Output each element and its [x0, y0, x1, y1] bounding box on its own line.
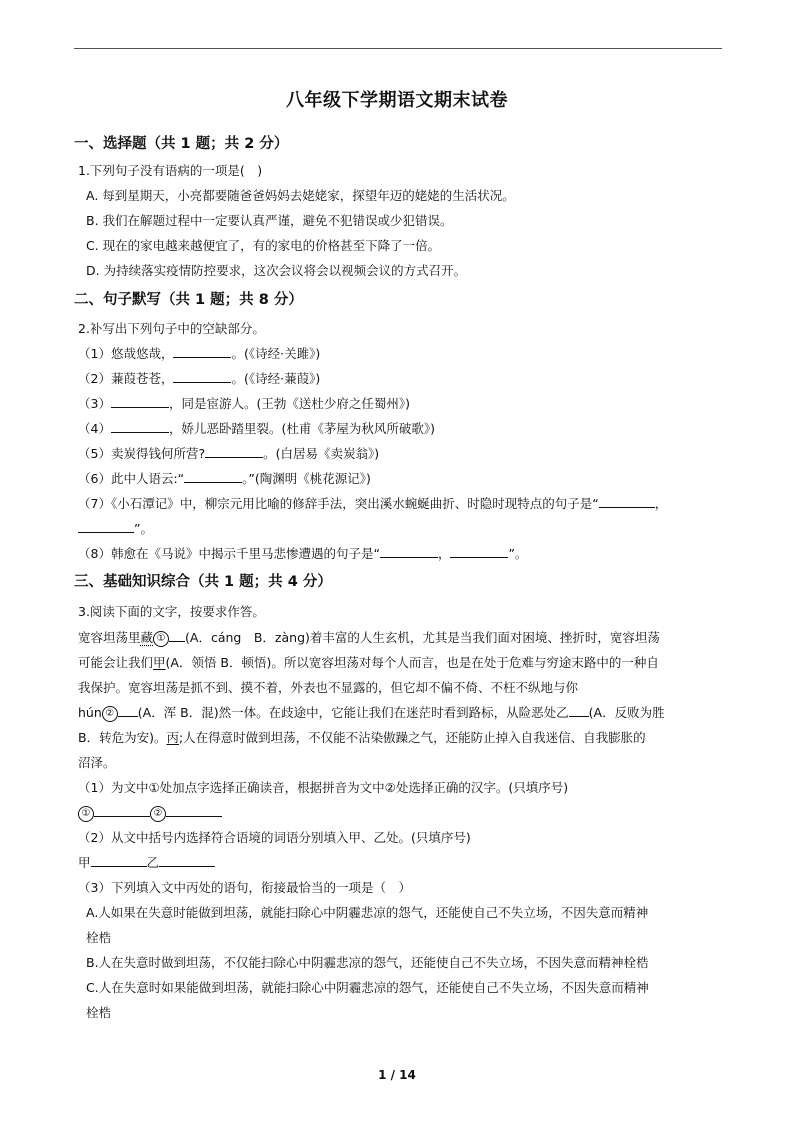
q2-item-1-post: 。(《诗经·关雎》) — [231, 346, 321, 361]
dotted-char-cang: 藏 — [140, 630, 154, 645]
answer-blank[interactable] — [184, 470, 242, 483]
q2-item-8-end: ”。 — [508, 546, 528, 561]
answer-blank[interactable] — [166, 804, 222, 817]
answer-blank[interactable] — [159, 854, 215, 867]
q2-item-3-post: ，同是宦游人。(王勃《送杜少府之任蜀州》) — [168, 396, 410, 411]
answer-blank[interactable] — [205, 445, 263, 458]
q2-item-8 — [78, 545, 527, 563]
page-title: 八年级下学期语文期末试卷 — [286, 90, 508, 111]
answer-blank[interactable] — [111, 395, 169, 408]
q2-stem: 2.补写出下列句子中的空缺部分。 — [78, 321, 265, 336]
q2-item-7-line1 — [78, 495, 667, 513]
answer-blank[interactable] — [94, 804, 150, 817]
answer-blank[interactable] — [173, 345, 231, 358]
q1-option-b: B. 我们在解题过程中一定要认真严谨，避免不犯错误或少犯错误。 — [86, 213, 453, 228]
answer-blank[interactable] — [599, 495, 655, 508]
passage-text: B．转危为安)。 — [78, 730, 167, 745]
underlined-bing: 丙 — [166, 730, 179, 745]
q2-item-4-pre: （4） — [78, 421, 111, 436]
answer-blank[interactable] — [78, 520, 134, 533]
q2-item-7-line2 — [78, 520, 153, 538]
q2-item-5-pre: （5）卖炭得钱何所营? — [78, 446, 206, 461]
q3-sub-1-answer — [78, 804, 222, 822]
q1-option-c: C. 现在的家电越来越便宜了，有的家电的价格甚至下降了一倍。 — [86, 238, 441, 253]
answer-blank[interactable] — [380, 545, 438, 558]
passage-line-5 — [78, 729, 646, 747]
q2-item-7-text: （7）《小石潭记》中，柳宗元用比喻的修辞手法，突出溪水蜿蜒曲折、时隐时现特点的句子是“ — [78, 496, 599, 511]
passage-line-3: 我保护。宽容坦荡是抓不到、摸不着，外表也不显露的，但它却不偏不倚、不枉不纵地与你 — [78, 680, 579, 695]
q2-item-8-pre: （8）韩愈在《马说》中揭示千里马悲惨遭遇的句子是“ — [78, 546, 380, 561]
passage-line-2 — [78, 654, 659, 672]
q2-item-4-post: ，娇儿恶卧踏里裂。(杜甫《茅屋为秋风所破歌》) — [168, 421, 435, 436]
answer-blank[interactable] — [118, 704, 138, 717]
q1-option-a: A. 每到星期天，小亮都要随爸爸妈妈去姥姥家，探望年迈的姥姥的生活状况。 — [86, 188, 515, 203]
header-rule — [74, 48, 722, 49]
q3-option-a-line2: 栓梏 — [86, 930, 112, 945]
q3-option-c-line2: 栓梏 — [86, 1005, 112, 1020]
page-number: 1 / 14 — [378, 1068, 416, 1082]
passage-text: (A．领悟 B．顿悟)。所以宽容坦荡对每个人而言，也是在处于危难与穷途末路中的一种自 — [165, 655, 659, 670]
section-heading-dictation: 二、句子默写（共 1 题；共 8 分） — [74, 292, 303, 308]
answer-blank[interactable] — [173, 370, 231, 383]
answer-blank[interactable] — [169, 629, 185, 642]
section-heading-choice: 一、选择题（共 1 题；共 2 分） — [74, 136, 289, 152]
q2-item-1-pre: （1）悠哉悠哉， — [78, 346, 174, 361]
q3-sub-3: （3）下列填入文中丙处的语句，衔接最恰当的一项是（ ） — [78, 880, 411, 895]
q3-sub-2: （2）从文中括号内选择符合语境的词语分别填入甲、乙处。(只填序号) — [78, 830, 471, 845]
q2-item-5-post: 。(白居易《卖炭翁》) — [263, 446, 380, 461]
passage-line-6: 沼泽。 — [78, 755, 116, 770]
label-yi: 乙 — [146, 855, 160, 870]
q2-item-4 — [78, 420, 435, 438]
q2-item-2-post: 。(《诗经·蒹葭》) — [231, 371, 321, 386]
q3-sub-1: （1）为文中①处加点字选择正确读音，根据拼音为文中②处选择正确的汉字。(只填序号) — [78, 780, 569, 795]
q2-item-8-comma: ， — [437, 546, 451, 561]
passage-line-1 — [78, 629, 660, 647]
q2-item-6-post: 。”(陶渊明《桃花源记》) — [242, 471, 371, 486]
circled-number-2: ② — [150, 806, 166, 822]
label-jia: 甲 — [78, 855, 91, 870]
answer-blank[interactable] — [111, 420, 169, 433]
q2-item-3 — [78, 395, 410, 413]
q3-sub-2-answer — [78, 854, 215, 872]
q2-item-6 — [78, 470, 371, 488]
passage-text: (A．浑 B．混)然一体。在歧途中，它能让我们在迷茫时看到路标，从险恶处乙 — [137, 705, 569, 720]
circled-number-2: ② — [102, 706, 118, 722]
q2-item-1 — [78, 345, 320, 363]
q3-option-b: B.人在失意时做到坦荡，不仅能扫除心中阴霾悲凉的怨气，还能使自己不失立场，不因失意而精神栓梏 — [86, 955, 649, 970]
section-heading-basic-knowledge: 三、基础知识综合（共 1 题；共 4 分） — [74, 574, 332, 590]
passage-text: 宽容坦荡里 — [78, 630, 141, 645]
q2-item-6-pre: （6）此中人语云:“ — [78, 471, 185, 486]
q2-item-3-pre: （3） — [78, 396, 111, 411]
pinyin-hun: hún — [78, 705, 102, 720]
passage-text: (A．反败为胜 — [588, 705, 665, 720]
q2-item-5 — [78, 445, 379, 463]
q3-option-a-line1: A.人如果在失意时能做到坦荡，就能扫除心中阴霾悲凉的怨气，还能使自己不失立场，不因失意而精神 — [86, 905, 649, 920]
answer-blank[interactable] — [569, 704, 589, 717]
q2-item-7-end: ”。 — [134, 521, 153, 536]
q2-item-7-comma: ， — [654, 496, 668, 511]
q1-option-d: D. 为持续落实疫情防控要求，这次会议将会以视频会议的方式召开。 — [86, 263, 467, 278]
passage-line-4 — [78, 704, 665, 722]
q3-stem: 3.阅读下面的文字，按要求作答。 — [78, 604, 265, 619]
answer-blank[interactable] — [450, 545, 508, 558]
q2-item-2-pre: （2）蒹葭苍苍， — [78, 371, 174, 386]
q3-option-c-line1: C.人在失意时如果能做到坦荡，就能扫除心中阴霾悲凉的怨气，还能使自己不失立场，不因失意而精神 — [86, 980, 649, 995]
passage-text: ;人在得意时做到坦荡，不仅能不沾染傲躁之气，还能防止掉入自我迷信、自我膨胀的 — [178, 730, 646, 745]
passage-text: (A．cáng B．zàng)着丰富的人生玄机，尤其是当我们面对困境、挫折时，宽容坦荡 — [185, 630, 660, 645]
passage-text: 可能会让我们 — [78, 655, 154, 670]
q2-item-2 — [78, 370, 320, 388]
answer-blank[interactable] — [91, 854, 147, 867]
circled-number-1: ① — [153, 631, 169, 647]
circled-number-1: ① — [78, 806, 94, 822]
underlined-jia: 甲 — [153, 655, 166, 670]
q1-stem: 1.下列句子没有语病的一项是( ) — [78, 163, 263, 178]
